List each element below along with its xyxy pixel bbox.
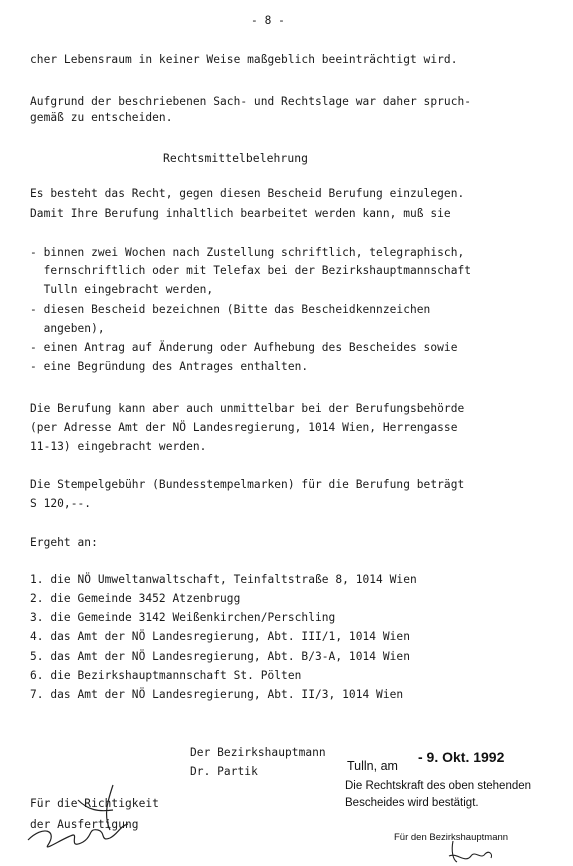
stamp-place: Tulln, am	[347, 759, 398, 773]
bullet-line: fernschriftlich oder mit Telefax bei der Bezirkshauptmannschaft	[30, 264, 472, 277]
bullet-line: - binnen zwei Wochen nach Zustellung schriftlich, telegraphisch,	[30, 246, 465, 259]
paragraph-line: Die Berufung kann aber auch unmittelbar bei der Berufungsbehörde	[30, 402, 465, 415]
paragraph-line: S 120,--.	[30, 497, 92, 510]
recipients-heading: Ergeht an:	[30, 536, 98, 549]
stamp-line: Für den Bezirkshauptmann	[394, 832, 509, 843]
handwritten-initials	[445, 836, 495, 866]
paragraph-line: cher Lebensraum in keiner Weise maßgeblich beeinträchtigt wird.	[30, 53, 458, 66]
page-number: - 8 -	[251, 14, 285, 27]
stamp-date: - 9. Okt. 1992	[418, 749, 505, 765]
paragraph-line: gemäß zu entscheiden.	[30, 111, 173, 124]
signatory-name: Dr. Partik	[190, 765, 258, 778]
signatory-title: Der Bezirkshauptmann	[190, 746, 326, 759]
recipient-item: 3. die Gemeinde 3142 Weißenkirchen/Perschling	[30, 611, 336, 624]
paragraph-line: (per Adresse Amt der NÖ Landesregierung, 1014 Wien, Herrengasse	[30, 421, 458, 434]
recipient-item: 6. die Bezirkshauptmannschaft St. Pölten	[30, 669, 302, 682]
stamp-line: Die Rechtskraft des oben stehenden	[345, 780, 532, 792]
paragraph-line: Es besteht das Recht, gegen diesen Bescheid Berufung einzulegen.	[30, 187, 465, 200]
bullet-line: - einen Antrag auf Änderung oder Aufhebung des Bescheides sowie	[30, 341, 458, 354]
recipient-item: 5. das Amt der NÖ Landesregierung, Abt. B/3-A, 1014 Wien	[30, 650, 410, 663]
paragraph-line: 11-13) eingebracht werden.	[30, 440, 207, 453]
certification-line: Für die Richtigkeit	[30, 797, 159, 810]
recipient-item: 2. die Gemeinde 3452 Atzenbrugg	[30, 592, 241, 605]
bullet-line: - eine Begründung des Antrages enthalten.	[30, 360, 309, 373]
bullet-line: - diesen Bescheid bezeichnen (Bitte das Bescheidkennzeichen	[30, 303, 431, 316]
stamp-line: Bescheides wird bestätigt.	[345, 797, 479, 809]
certification-line: der Ausfertigung	[30, 818, 139, 831]
recipient-item: 4. das Amt der NÖ Landesregierung, Abt. III/1, 1014 Wien	[30, 630, 410, 643]
paragraph-line: Die Stempelgebühr (Bundesstempelmarken) für die Berufung beträgt	[30, 478, 465, 491]
bullet-line: angeben),	[30, 322, 105, 335]
paragraph-line: Aufgrund der beschriebenen Sach- und Rechtslage war daher spruch-	[30, 95, 472, 108]
recipient-item: 1. die NÖ Umweltanwaltschaft, Teinfaltstraße 8, 1014 Wien	[30, 573, 417, 586]
paragraph-line: Damit Ihre Berufung inhaltlich bearbeitet werden kann, muß sie	[30, 207, 451, 220]
bullet-line: Tulln eingebracht werden,	[30, 283, 214, 296]
recipient-item: 7. das Amt der NÖ Landesregierung, Abt. II/3, 1014 Wien	[30, 688, 404, 701]
section-heading: Rechtsmittelbelehrung	[163, 151, 309, 165]
handwritten-signature	[18, 780, 148, 860]
